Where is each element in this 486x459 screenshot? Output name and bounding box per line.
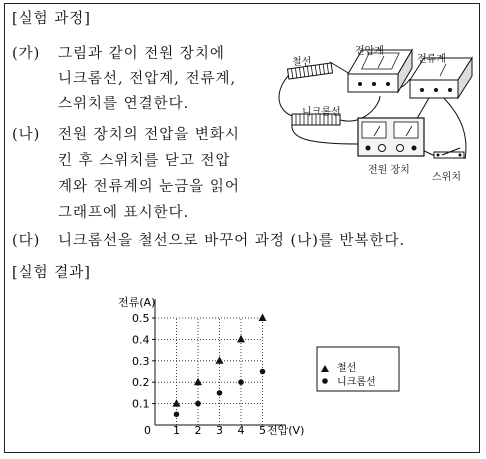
x-tick-label: 1 bbox=[173, 424, 180, 437]
iron-wire-point bbox=[173, 399, 181, 407]
legend-iron-label: 철선 bbox=[337, 363, 357, 374]
step-a-line-3: 스위치를 연결한다. bbox=[58, 96, 190, 112]
step-b-line-3: 계와 전류계의 눈금을 읽어 bbox=[58, 179, 240, 195]
x-tick-label: 3 bbox=[216, 424, 223, 437]
nichrome-wire-point bbox=[217, 390, 223, 396]
voltmeter-label: 전압계 bbox=[355, 46, 384, 57]
result-chart bbox=[110, 285, 480, 450]
chart-grid bbox=[155, 318, 263, 425]
x-tick-label: 5 bbox=[259, 424, 266, 437]
switch bbox=[434, 148, 464, 158]
step-c-line-1: 니크롬선을 철선으로 바꾸어 과정 (나)를 반복한다. bbox=[58, 233, 406, 249]
step-b-line-1: 전원 장치의 전압을 변화시 bbox=[58, 127, 240, 143]
step-label-a: (가) bbox=[12, 46, 41, 62]
ammeter-label: 전류계 bbox=[417, 54, 446, 65]
step-a-line-2: 니크롬선, 전압계, 전류계, bbox=[58, 71, 237, 87]
iron-wire-point bbox=[259, 314, 267, 322]
chart-legend bbox=[317, 347, 399, 391]
chart-points bbox=[173, 314, 267, 418]
origin-label: 0 bbox=[144, 424, 151, 437]
x-tick-label: 4 bbox=[237, 424, 245, 437]
legend-nichrome-marker bbox=[322, 378, 328, 384]
section-process-heading: [실험 과정] bbox=[12, 11, 91, 27]
step-label-c: (다) bbox=[12, 233, 41, 249]
nichrome-wire-point bbox=[195, 401, 201, 407]
switch-label: 스위치 bbox=[432, 172, 461, 183]
step-label-b: (나) bbox=[12, 127, 41, 143]
power-supply-label: 전원 장치 bbox=[368, 165, 410, 176]
iron-wire-point bbox=[216, 356, 224, 364]
y-tick-label: 0.1 bbox=[132, 397, 150, 411]
y-tick-label: 0.2 bbox=[132, 376, 150, 390]
nichrome-wire-point bbox=[174, 412, 180, 418]
chart-ticks bbox=[132, 312, 266, 437]
nichrome-wire-label: 니크롬선 bbox=[302, 107, 341, 118]
y-tick-label: 0.4 bbox=[132, 333, 150, 347]
iron-wire-point bbox=[237, 335, 245, 343]
y-tick-label: 0.3 bbox=[132, 354, 150, 368]
iron-wire-label: 철선 bbox=[292, 57, 312, 68]
legend-nichrome-label: 니크롬선 bbox=[337, 377, 376, 388]
step-b-line-4: 그래프에 표시한다. bbox=[58, 205, 190, 221]
power-supply bbox=[358, 118, 424, 156]
iron-wire-point bbox=[194, 378, 202, 386]
section-result-heading: [실험 결과] bbox=[12, 265, 91, 281]
y-tick-label: 0.5 bbox=[132, 312, 150, 325]
x-axis-label: 전압(V) bbox=[267, 424, 305, 437]
nichrome-wire-point bbox=[260, 369, 266, 375]
nichrome-wire-point bbox=[238, 379, 244, 385]
x-tick-label: 2 bbox=[194, 424, 202, 437]
y-axis-label: 전류(A) bbox=[118, 296, 156, 309]
step-a-line-1: 그림과 같이 전원 장치에 bbox=[58, 46, 225, 62]
step-b-line-2: 킨 후 스위치를 닫고 전압 bbox=[58, 153, 231, 169]
